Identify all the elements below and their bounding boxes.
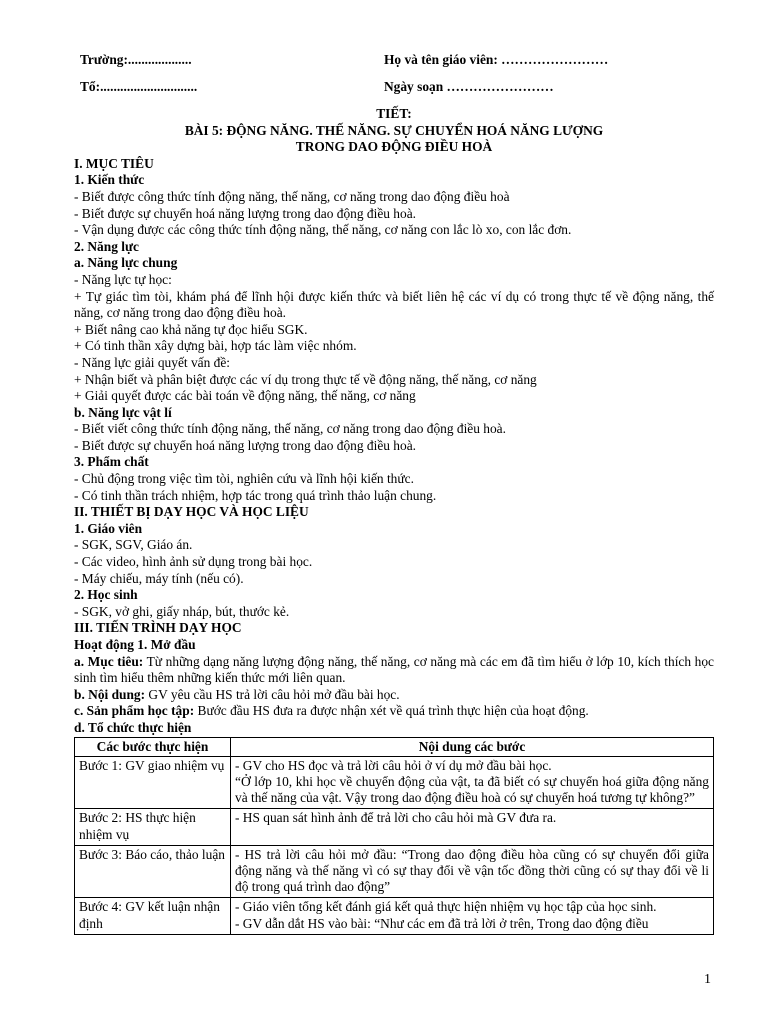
list-item: - Máy chiếu, máy tính (nếu có). <box>74 570 244 586</box>
date-field: Ngày soạn …………………… <box>384 79 554 94</box>
lesson-title-line2: TRONG DAO ĐỘNG ĐIỀU HOÀ <box>295 139 493 155</box>
list-item: - Các video, hình ảnh sử dụng trong bài học. <box>74 554 313 570</box>
list-item: - Biết được công thức tính động năng, thế năng, cơ năng trong dao động điều hoà <box>74 188 510 204</box>
objective-paragraph <box>74 654 714 687</box>
subsection-heading: b. Năng lực vật lí <box>74 404 172 420</box>
content-text: GV yêu cầu HS trả lời câu hỏi mở đầu bài học. <box>145 686 400 702</box>
step-cell: Bước 2: HS thực hiện nhiệm vụ <box>75 809 231 845</box>
group-field: Tổ:............................. <box>80 79 198 94</box>
product-label: c. Sản phẩm học tập: <box>74 703 195 719</box>
list-item: + Nhận biết và phân biệt được các ví dụ trong thực tế về động năng, thế năng, cơ năng <box>74 371 537 387</box>
table-row <box>75 809 714 845</box>
step-cell: Bước 1: GV giao nhiệm vụ <box>75 756 231 809</box>
list-item: - Biết viết công thức tính động năng, thế năng, cơ năng trong dao động điều hoà. <box>74 421 506 437</box>
objective-text: Từ những dạng năng lượng động năng, thế năng, cơ năng mà các em đã tìm hiểu ở lớp 10, kích thích học sinh tìm hiểu thêm những kiến thức mới liên quan. <box>74 653 714 686</box>
table-header-row <box>75 737 714 756</box>
subsection-heading: 1. Giáo viên <box>74 520 143 536</box>
lesson-title-line1: BÀI 5: ĐỘNG NĂNG. THẾ NĂNG. SỰ CHUYỂN HOÁ NĂNG LƯỢNG <box>184 122 604 138</box>
list-item: - Năng lực giải quyết vấn đề: <box>74 354 230 370</box>
list-item: - Vận dụng được các công thức tính động năng, thế năng, cơ năng con lắc lò xo, con lắc đơn. <box>74 222 572 238</box>
content-cell <box>231 898 714 934</box>
list-item: - Biết được sự chuyển hoá năng lượng trong dao động điều hoà. <box>74 205 416 221</box>
list-item: + Có tinh thần xây dựng bài, hợp tác làm việc nhóm. <box>74 338 357 354</box>
subsection-heading: 1. Kiến thức <box>74 172 145 188</box>
section-heading: II. THIẾT BỊ DẠY HỌC VÀ HỌC LIỆU <box>74 504 309 520</box>
table-header-cell: Nội dung các bước <box>231 737 714 756</box>
page-number: 1 <box>704 972 711 987</box>
cell-line: - GV dẫn dắt HS vào bài: “Như các em đã trả lời ở trên, Trong dao động điều <box>235 915 649 931</box>
list-item: + Biết nâng cao khả năng tự đọc hiểu SGK. <box>74 321 308 337</box>
list-item: - SGK, SGV, Giáo án. <box>74 537 193 553</box>
activity-heading: Hoạt động 1. Mở đầu <box>74 637 196 652</box>
cell-line: - HS quan sát hình ảnh để trả lời cho câu hỏi mà GV đưa ra. <box>235 810 557 826</box>
content-paragraph <box>74 687 714 704</box>
step-cell: Bước 3: Báo cáo, thảo luận <box>75 845 231 898</box>
list-item: + Tự giác tìm tòi, khám phá để lĩnh hội được kiến thức và biết liên hệ các ví dụ có trong thực tế về động năng, thế năng, cơ năng trong dao động điều hoà. <box>74 288 714 321</box>
table-row <box>75 756 714 809</box>
table-row <box>75 898 714 934</box>
step-cell: Bước 4: GV kết luận nhận định <box>75 898 231 934</box>
content-cell <box>231 756 714 809</box>
product-paragraph <box>74 703 714 720</box>
school-field: Trường:................... <box>80 52 192 67</box>
product-text: Bước đầu HS đưa ra được nhận xét về quá trình thực hiện của hoạt động. <box>194 703 589 719</box>
table-row <box>75 845 714 898</box>
cell-line: - GV cho HS đọc và trả lời câu hỏi ở ví dụ mở đầu bài học. <box>235 757 552 773</box>
content-cell <box>231 845 714 898</box>
document-body <box>74 106 714 935</box>
list-item: - Có tinh thần trách nhiệm, hợp tác trong quá trình thảo luận chung. <box>74 487 437 503</box>
table-header-cell: Các bước thực hiện <box>75 737 231 756</box>
list-item: - SGK, vở ghi, giấy nháp, bút, thước kẻ. <box>74 603 290 619</box>
subsection-heading: 2. Năng lực <box>74 238 139 254</box>
subsection-heading: 2. Học sinh <box>74 587 138 603</box>
list-item: - Chủ động trong việc tìm tòi, nghiên cứu và lĩnh hội kiến thức. <box>74 471 414 487</box>
period-title: TIẾT: <box>376 106 412 121</box>
organization-heading: d. Tổ chức thực hiện <box>74 719 192 735</box>
content-cell <box>231 809 714 845</box>
list-item: - Năng lực tự học: <box>74 271 172 287</box>
content-label: b. Nội dung: <box>74 686 146 702</box>
subsection-heading: a. Năng lực chung <box>74 255 178 271</box>
cell-line: - Giáo viên tổng kết đánh giá kết quả thực hiện nhiệm vụ học tập của học sinh. <box>235 899 657 915</box>
objective-label: a. Mục tiêu: <box>74 653 144 669</box>
teacher-field: Họ và tên giáo viên: …………………… <box>384 52 609 67</box>
steps-table <box>74 737 714 935</box>
section-heading: I. MỤC TIÊU <box>74 155 154 171</box>
list-item: - Biết được sự chuyển hoá năng lượng trong dao động điều hoà. <box>74 437 416 453</box>
subsection-heading: 3. Phẩm chất <box>74 454 149 470</box>
list-item: + Giải quyết được các bài toán về động năng, thế năng, cơ năng <box>74 388 416 404</box>
cell-line: “Ở lớp 10, khi học về chuyển động của vật, ta đã biết có sự chuyển hoá giữa động năng và thế năng của vật. Vậy trong dao động điều hoà có sự chuyển hoá tương tự không?” <box>235 773 709 806</box>
cell-line: - HS trả lời câu hỏi mở đầu: “Trong dao động điều hòa cũng có sự chuyển đổi giữa động năng và thế năng vì có sự thay đổi về vận tốc đồng thời cũng có sự thay đổi về li độ trong quá trình dao động” <box>235 846 709 895</box>
section-heading: III. TIẾN TRÌNH DẠY HỌC <box>74 620 242 636</box>
